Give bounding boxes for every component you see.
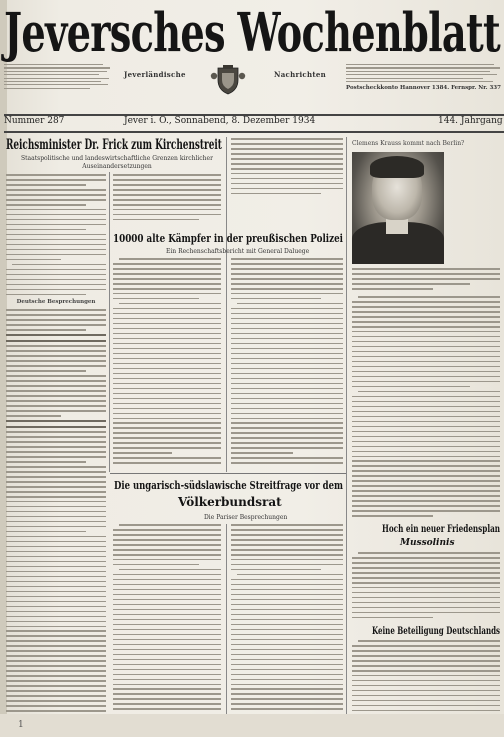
polizei-subhead: Ein Rechenschaftsbericht mit General Daluege xyxy=(166,248,310,255)
frick-column-2 xyxy=(113,174,221,224)
side-headline: Deutsche Besprechungen xyxy=(16,298,96,305)
subscription-notice xyxy=(4,64,112,116)
polizei-column-2 xyxy=(231,258,343,470)
streit-headline-2: Völkerbundsrat xyxy=(178,495,282,509)
column-rule xyxy=(226,137,227,472)
issue-date: Jever i. O., Sonnabend, 8. Dezember 1934 xyxy=(124,116,316,126)
friedensplan-headline: Hoch ein neuer Friedensplan xyxy=(382,524,501,535)
masthead-subtitle-left: Jeverländische xyxy=(124,70,186,79)
section-rule xyxy=(110,473,346,474)
deutschland-text xyxy=(352,640,500,714)
deutschland-headline: Keine Beteiligung Deutschlands xyxy=(372,626,501,637)
friedensplan-text xyxy=(352,552,500,622)
issue-number: Nummer 287 xyxy=(4,116,65,126)
photo-caption: Clemens Krauss kommt nach Berlin? xyxy=(352,140,465,147)
publisher-notice xyxy=(346,64,502,116)
frick-headline: Reichsminister Dr. Frick zum Kirchenstreit xyxy=(6,137,222,153)
frick-continuation xyxy=(231,138,343,198)
page-footer xyxy=(0,714,504,737)
masthead-title: Jeversches Wochenblatt xyxy=(4,2,500,64)
dateline xyxy=(4,116,504,130)
page-marker: 1 xyxy=(18,720,24,730)
right-article xyxy=(352,296,500,522)
publisher-bank-line: Postscheckkonto Hannover 1384. Fernspr. Nr. 337 xyxy=(346,85,501,92)
column-rule xyxy=(109,172,110,472)
frick-column-1 xyxy=(6,174,106,714)
streit-subhead: Die Pariser Besprechungen xyxy=(204,514,288,521)
friedensplan-subhead: Mussolinis xyxy=(400,538,455,548)
portrait-photo xyxy=(352,152,444,264)
volume-number: 144. Jahrgang xyxy=(438,116,503,126)
column-rule xyxy=(226,524,227,714)
column-rule xyxy=(346,137,347,714)
streit-headline-1: Die ungarisch-südslawische Streitfrage vor dem xyxy=(114,478,343,492)
frick-subhead: Staatspolitische und landeswirtschaftliche Grenzen kirchlicher Auseinandersetzungen xyxy=(21,155,213,170)
polizei-column-1 xyxy=(113,258,221,470)
coat-of-arms-icon xyxy=(210,64,246,96)
streit-column-2 xyxy=(231,524,343,714)
streit-column-1 xyxy=(113,524,221,714)
polizei-headline: 10000 alte Kämpfer in der preußischen Polizei xyxy=(113,231,343,245)
photo-text xyxy=(352,268,500,294)
masthead-subtitle-right: Nachrichten xyxy=(274,70,327,79)
rule-bottom xyxy=(4,131,504,133)
